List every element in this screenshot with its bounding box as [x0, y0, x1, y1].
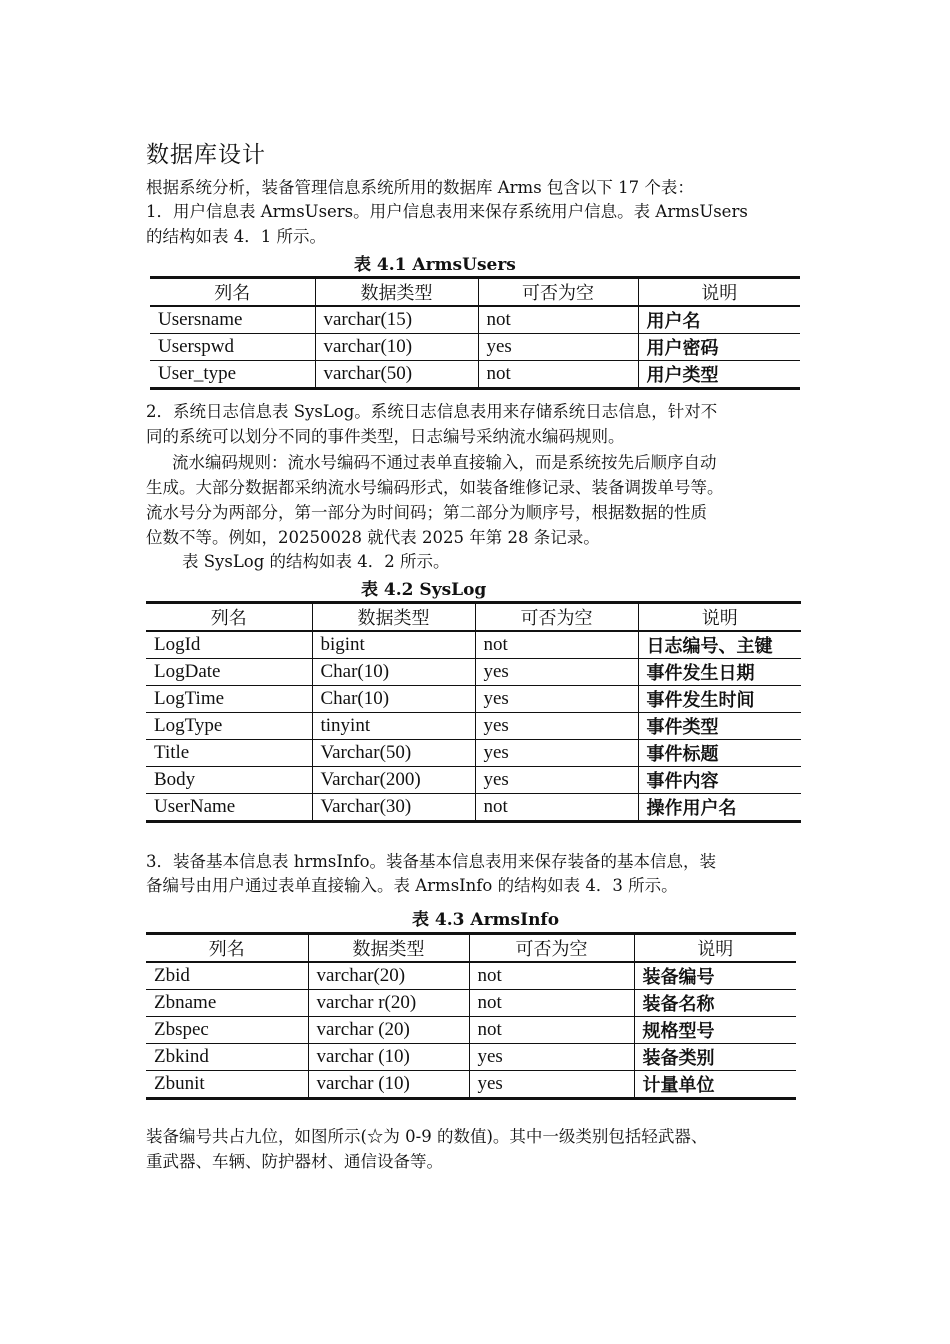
- cell: Userspwd: [150, 334, 315, 361]
- cell: Title: [146, 740, 312, 767]
- cell: not: [478, 306, 638, 334]
- section2-line: 2．系统日志信息表 SysLog。系统日志信息表用来存储系统日志信息，针对不: [146, 402, 718, 421]
- table-caption: 表 4.1 ArmsUsers: [354, 255, 516, 275]
- table-reference: 表 SysLog 的结构如表 4．2 所示。: [182, 552, 450, 571]
- cell: yes: [469, 1071, 634, 1099]
- table-row: [146, 767, 801, 794]
- cell: not: [475, 631, 638, 659]
- cell: Varchar(50): [312, 740, 475, 767]
- cell: not: [475, 794, 638, 822]
- column-header: 列名: [146, 603, 312, 632]
- cell: Zbspec: [146, 1017, 308, 1044]
- cell: 用户密码: [638, 334, 800, 361]
- section2-line: 同的系统可以划分不同的事件类型，日志编号采纳流水编码规则。: [146, 427, 625, 446]
- cell: varchar (10): [308, 1044, 469, 1071]
- section3-line: 3．装备基本信息表 hrmsInfo。装备基本信息表用来保存装备的基本信息，装: [146, 852, 717, 871]
- table-row: [146, 1044, 796, 1071]
- rule-line: 生成。大部分数据都采纳流水号编码形式，如装备维修记录、装备调拨单号等。: [146, 478, 724, 497]
- cell: yes: [478, 334, 638, 361]
- table-header-row: [146, 934, 796, 963]
- cell: UserName: [146, 794, 312, 822]
- section1-line: 1．用户信息表 ArmsUsers。用户信息表用来保存系统用户信息。表 ArmsUsers: [146, 202, 748, 221]
- cell: varchar(15): [315, 306, 478, 334]
- cell: yes: [475, 713, 638, 740]
- cell: not: [469, 990, 634, 1017]
- cell: 装备名称: [634, 990, 796, 1017]
- cell: Varchar(200): [312, 767, 475, 794]
- column-header: 列名: [146, 934, 308, 963]
- column-header: 说明: [634, 934, 796, 963]
- cell: Char(10): [312, 686, 475, 713]
- table-row: [150, 334, 800, 361]
- armsusers-table: [150, 276, 800, 390]
- section1-line: 的结构如表 4．1 所示。: [146, 227, 326, 246]
- cell: LogId: [146, 631, 312, 659]
- cell: 规格型号: [634, 1017, 796, 1044]
- rule-line: 流水编码规则：流水号编码不通过表单直接输入，而是系统按先后顺序自动: [172, 453, 717, 472]
- table-row: [146, 1071, 796, 1099]
- table-row: [146, 794, 801, 822]
- column-header: 可否为空: [475, 603, 638, 632]
- column-header: 可否为空: [469, 934, 634, 963]
- cell: tinyint: [312, 713, 475, 740]
- column-header: 数据类型: [308, 934, 469, 963]
- intro-paragraph: 根据系统分析，装备管理信息系统所用的数据库 Arms 包含以下 17 个表：: [146, 178, 694, 197]
- cell: Body: [146, 767, 312, 794]
- cell: 计量单位: [634, 1071, 796, 1099]
- column-header: 列名: [150, 278, 315, 307]
- table-row: [150, 361, 800, 389]
- cell: 操作用户名: [638, 794, 801, 822]
- cell: 装备类别: [634, 1044, 796, 1071]
- cell: yes: [475, 659, 638, 686]
- cell: varchar(20): [308, 962, 469, 990]
- cell: Zbunit: [146, 1071, 308, 1099]
- cell: yes: [469, 1044, 634, 1071]
- table-row: [146, 740, 801, 767]
- cell: Usersname: [150, 306, 315, 334]
- table-row: [150, 306, 800, 334]
- cell: Zbname: [146, 990, 308, 1017]
- table-row: [146, 1017, 796, 1044]
- cell: Varchar(30): [312, 794, 475, 822]
- cell: varchar (10): [308, 1071, 469, 1099]
- rule-line: 位数不等。例如，20250028 就代表 2025 年第 28 条记录。: [146, 528, 600, 547]
- cell: not: [469, 962, 634, 990]
- cell: 事件标题: [638, 740, 801, 767]
- cell: varchar(10): [315, 334, 478, 361]
- syslog-table: [146, 601, 801, 823]
- table-row: [146, 659, 801, 686]
- table-header-row: [150, 278, 800, 307]
- column-header: 数据类型: [315, 278, 478, 307]
- table-caption: 表 4.2 SysLog: [361, 580, 487, 600]
- column-header: 可否为空: [478, 278, 638, 307]
- armsinfo-table: [146, 932, 796, 1100]
- table-header-row: [146, 603, 801, 632]
- cell: 事件发生日期: [638, 659, 801, 686]
- cell: Zbkind: [146, 1044, 308, 1071]
- column-header: 数据类型: [312, 603, 475, 632]
- cell: LogType: [146, 713, 312, 740]
- cell: varchar r(20): [308, 990, 469, 1017]
- closing-line: 装备编号共占九位，如图所示(☆为 0-9 的数值)。其中一级类别包括轻武器、: [146, 1127, 708, 1146]
- table-row: [146, 713, 801, 740]
- column-header: 说明: [638, 603, 801, 632]
- cell: 用户名: [638, 306, 800, 334]
- closing-line: 重武器、车辆、防护器材、通信设备等。: [146, 1152, 443, 1171]
- cell: varchar(50): [315, 361, 478, 389]
- cell: 用户类型: [638, 361, 800, 389]
- cell: yes: [475, 740, 638, 767]
- section3-line: 备编号由用户通过表单直接输入。表 ArmsInfo 的结构如表 4．3 所示。: [146, 876, 678, 895]
- rule-line: 流水号分为两部分，第一部分为时间码；第二部分为顺序号，根据数据的性质: [146, 503, 707, 522]
- cell: yes: [475, 686, 638, 713]
- cell: LogTime: [146, 686, 312, 713]
- cell: yes: [475, 767, 638, 794]
- table-row: [146, 631, 801, 659]
- cell: 日志编号、主键: [638, 631, 801, 659]
- cell: not: [478, 361, 638, 389]
- cell: 事件内容: [638, 767, 801, 794]
- cell: User_type: [150, 361, 315, 389]
- table-row: [146, 962, 796, 990]
- table-caption: 表 4.3 ArmsInfo: [412, 910, 560, 930]
- cell: 装备编号: [634, 962, 796, 990]
- table-row: [146, 686, 801, 713]
- cell: 事件类型: [638, 713, 801, 740]
- cell: not: [469, 1017, 634, 1044]
- cell: LogDate: [146, 659, 312, 686]
- cell: bigint: [312, 631, 475, 659]
- table-row: [146, 990, 796, 1017]
- cell: Zbid: [146, 962, 308, 990]
- cell: varchar (20): [308, 1017, 469, 1044]
- page-title: 数据库设计: [146, 142, 266, 168]
- cell: Char(10): [312, 659, 475, 686]
- column-header: 说明: [638, 278, 800, 307]
- cell: 事件发生时间: [638, 686, 801, 713]
